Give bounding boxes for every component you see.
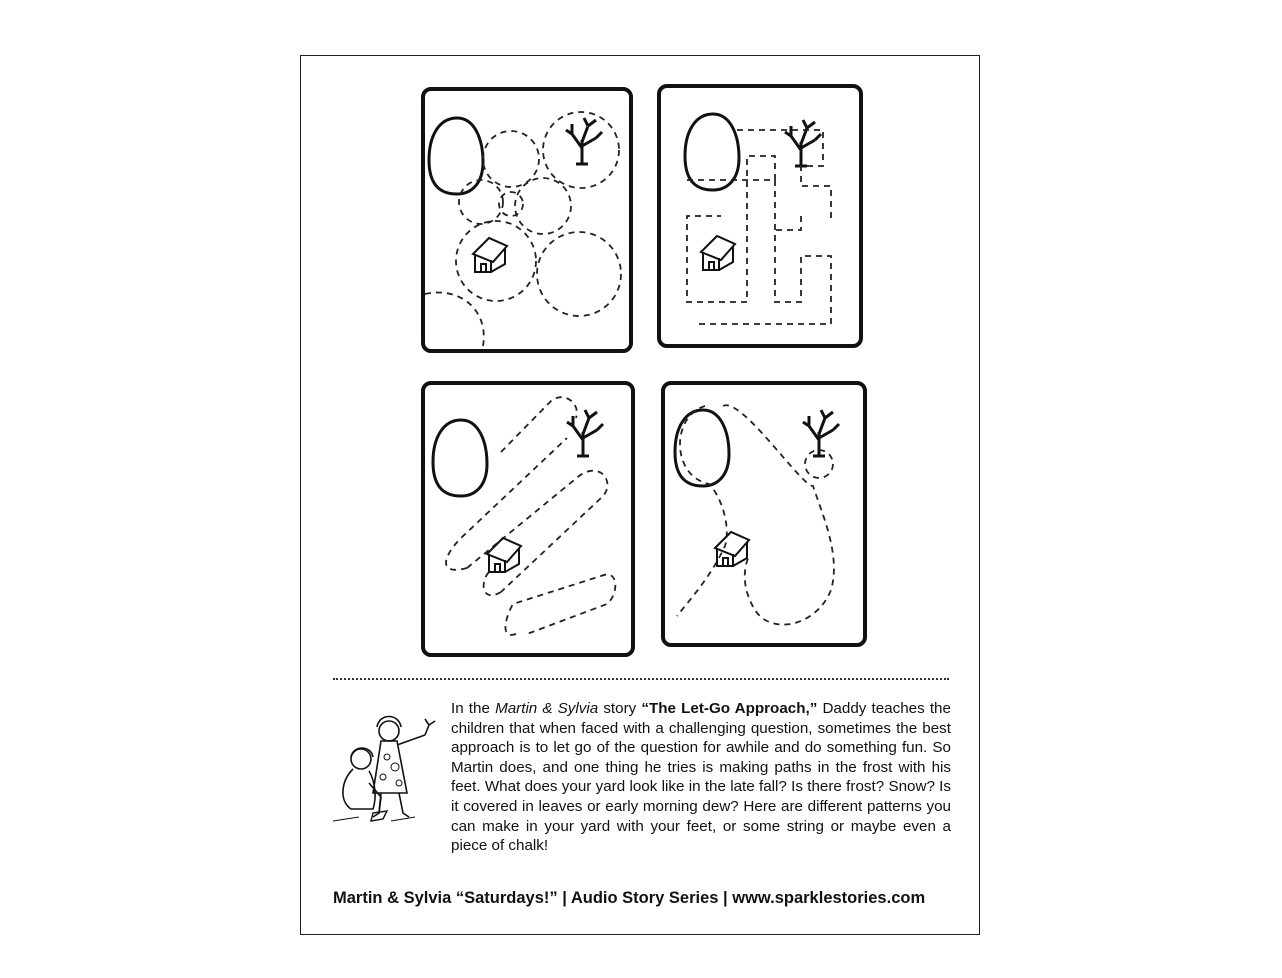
story-title: “The Let-Go Approach,” [641,700,818,717]
panel-maze [659,86,861,346]
footer-text: Martin & Sylvia “Saturdays!” | Audio Story Series | www.sparklestories.com [333,889,926,907]
pattern-panels [301,56,981,666]
children-illustration [329,701,447,831]
activity-page [300,55,980,935]
story-word: story [603,700,637,717]
series-name: Martin & Sylvia [495,700,599,717]
dotted-divider [333,678,949,680]
story-paragraph [451,699,951,856]
panel-circles [423,89,631,351]
story-body: Daddy teaches the children that when faced with a challenging question, sometimes the best approach is to let go of the question for awhile and do something fun. So Martin does, and one thing he tries is making paths in the frost with his feet. What does your yard look like in the late fall? Is there frost? Snow? Is it covered in leaves or early morning dew? Here are different patterns you can make in your yard with your feet, or some string or maybe even a piece of chalk! [451,700,951,855]
panel-loop [663,383,865,645]
story-intro: In the [451,700,490,717]
panel-zigzag [423,383,633,655]
